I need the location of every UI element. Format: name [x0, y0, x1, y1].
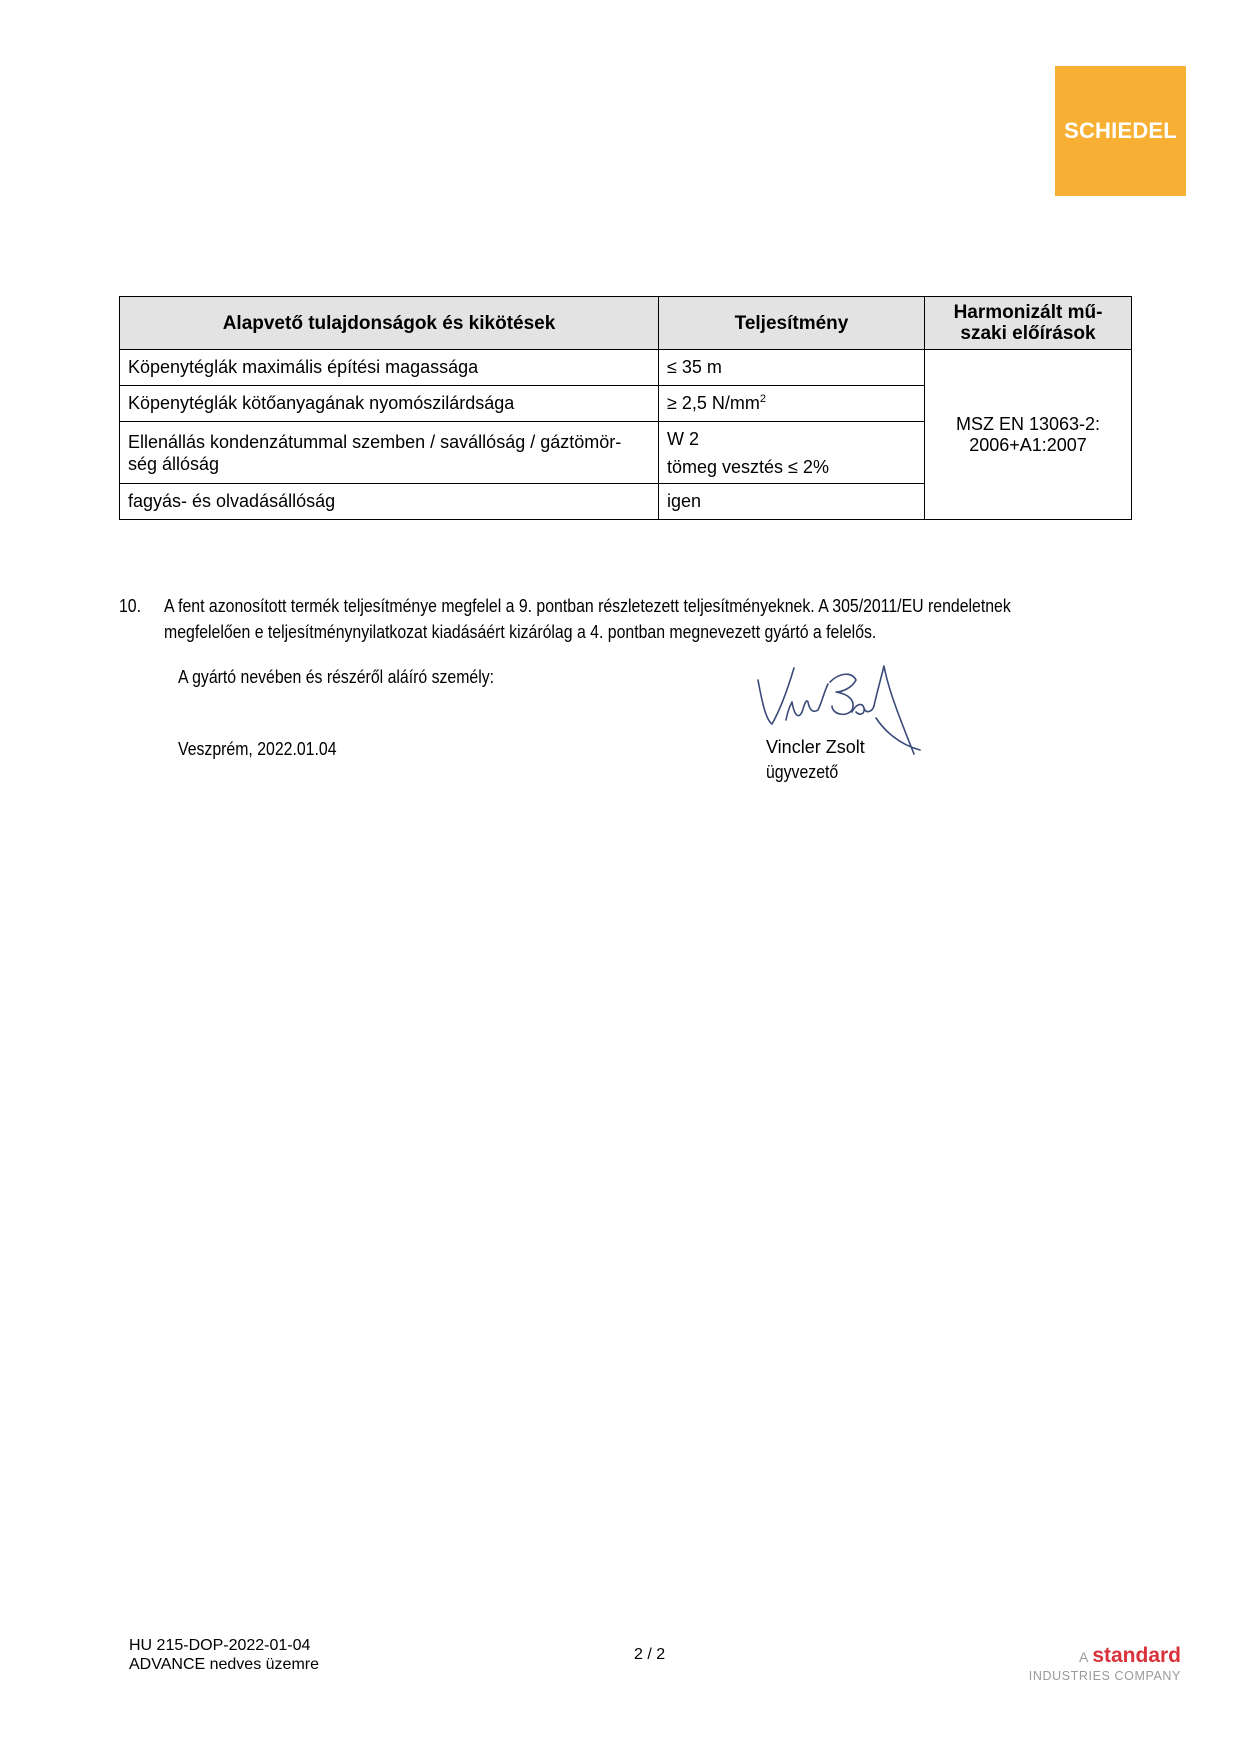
signer-title: ügyvezető	[766, 762, 839, 782]
property-line2: ség állóság	[128, 453, 220, 474]
section-text-line1: A fent azonosított termék teljesítménye megfelel a 9. pontban részletezett teljesítményeknek. A 305/2011/EU rendeletnek	[164, 596, 1011, 616]
footer-doc-id: HU 215-DOP-2022-01-04	[129, 1637, 311, 1654]
standard-line2: 2006+A1:2007	[969, 434, 1087, 455]
schiedel-logo	[1055, 66, 1186, 196]
section-text-line2: megfelelően e teljesítménynyilatkozat kiadásáért kizárólag a 4. pontban megnevezett gyártó a felelős.	[164, 622, 877, 642]
table-row	[120, 350, 1132, 386]
header-standard-line2: szaki előírások	[960, 323, 1096, 344]
property-cell: Köpenytéglák kötőanyagának nyomószilárdsága	[120, 386, 659, 422]
place-date: Veszprém, 2022.01.04	[178, 739, 337, 759]
performance-cell: ≤ 35 m	[659, 350, 925, 386]
performance-cell: igen	[659, 484, 925, 520]
standard-industries-logo	[1025, 1645, 1181, 1684]
performance-line1: W 2	[667, 428, 700, 449]
standard-cell	[925, 350, 1132, 520]
unit-superscript: 2	[759, 393, 767, 405]
company-brand: standard	[1092, 1644, 1181, 1667]
logo-text: SCHIEDEL	[1064, 118, 1177, 143]
property-cell	[120, 422, 659, 484]
property-cell: Köpenytéglák maximális építési magassága	[120, 350, 659, 386]
signer-name: Vincler Zsolt	[766, 737, 865, 757]
company-line2: INDUSTRIES COMPANY	[1028, 1669, 1181, 1683]
page-number: 2 / 2	[634, 1646, 666, 1663]
section-number: 10.	[119, 596, 142, 616]
property-line1: Ellenállás kondenzátummal szemben / savállóság / gáztömör-	[128, 431, 622, 452]
signer-label: A gyártó nevében és részéről aláíró személy:	[178, 667, 495, 687]
property-cell: fagyás- és olvadásállóság	[120, 484, 659, 520]
standard-line1: MSZ EN 13063-2:	[955, 413, 1101, 434]
performance-cell	[659, 386, 925, 422]
header-standard-line1: Harmonizált mű-	[953, 302, 1103, 323]
performance-value: ≥ 2,5 N/mm	[667, 393, 760, 413]
performance-cell	[659, 422, 925, 484]
header-performance: Teljesítmény	[659, 297, 925, 350]
header-property: Alapvető tulajdonságok és kikötések	[120, 297, 659, 350]
table-header-row	[120, 297, 1132, 350]
performance-line2: tömeg vesztés ≤ 2%	[667, 456, 829, 477]
performance-table	[119, 296, 1132, 520]
footer-doc-info	[129, 1636, 319, 1674]
header-standard	[925, 297, 1132, 350]
company-prefix: A	[1078, 1649, 1089, 1665]
footer-doc-name: ADVANCE nedves üzemre	[129, 1656, 319, 1673]
